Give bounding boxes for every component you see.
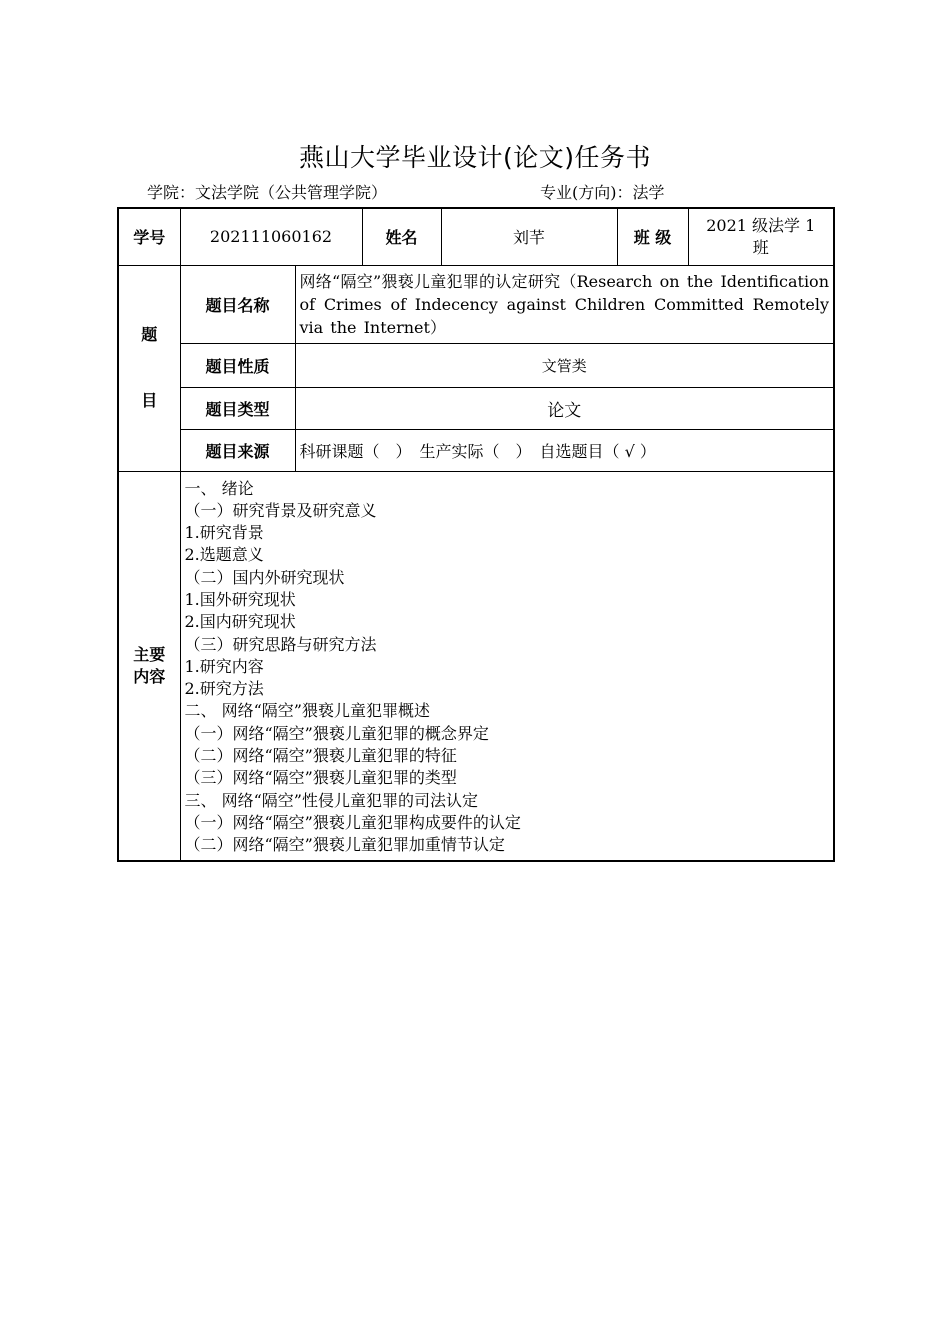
class-label: 班 级 xyxy=(617,208,688,265)
topic-name-label: 题目名称 xyxy=(180,265,295,343)
content-line: 2.选题意义 xyxy=(184,545,264,565)
content-line: 一、 绪论 xyxy=(184,478,254,498)
content-line: （二）国内外研究现状 xyxy=(184,567,345,587)
content-line: （二）网络“隔空”猥亵儿童犯罪加重情节认定 xyxy=(184,835,505,855)
major-field: 专业(方向)：法学 xyxy=(540,183,665,202)
content-line: 1.研究内容 xyxy=(184,656,264,676)
content-line: 2.国内研究现状 xyxy=(184,612,296,632)
content-line: （一）网络“隔空”猥亵儿童犯罪的概念界定 xyxy=(184,723,489,743)
class-value-line-2: 班 xyxy=(752,237,769,257)
topic-type-row xyxy=(118,387,834,429)
content-line: （二）网络“隔空”猥亵儿童犯罪的特征 xyxy=(184,746,457,766)
content-line: （一）研究背景及研究意义 xyxy=(184,500,377,520)
topic-group-label xyxy=(118,265,180,471)
topic-group-label-2: 目 xyxy=(141,391,158,410)
topic-name-row xyxy=(118,265,834,343)
topic-type-label: 题目类型 xyxy=(180,387,295,429)
topic-nature-row xyxy=(118,343,834,387)
content-line: 1.研究背景 xyxy=(184,523,264,543)
main-content-label-1: 主要 xyxy=(133,644,166,664)
student-info-row xyxy=(118,208,834,265)
content-line: 三、 网络“隔空”性侵儿童犯罪的司法认定 xyxy=(184,790,478,810)
name-label: 姓名 xyxy=(362,208,441,265)
task-table xyxy=(117,207,835,862)
main-content-label-2: 内容 xyxy=(133,666,166,686)
topic-nature-label: 题目性质 xyxy=(180,343,295,387)
main-content-label xyxy=(118,471,180,861)
page-title: 燕山大学毕业设计(论文)任务书 xyxy=(298,143,651,172)
topic-nature-value: 文管类 xyxy=(295,343,834,387)
topic-type-value: 论文 xyxy=(295,387,834,429)
topic-name-value: 网络“隔空”猥亵儿童犯罪的认定研究（Research on the Identification of Crimes of Indecency against Children Committed Remotely via the Internet） xyxy=(295,265,834,343)
topic-source-row xyxy=(118,429,834,471)
content-line: （三）网络“隔空”猥亵儿童犯罪的类型 xyxy=(184,768,457,788)
class-value-line-1: 2021 级法学 1 xyxy=(706,215,816,235)
topic-group-label-1: 题 xyxy=(141,325,158,344)
content-line: 2.研究方法 xyxy=(184,679,264,699)
content-line: （三）研究思路与研究方法 xyxy=(184,634,377,654)
class-value xyxy=(688,208,834,265)
topic-source-label: 题目来源 xyxy=(180,429,295,471)
content-line: 1.国外研究现状 xyxy=(184,589,296,609)
student-id-label: 学号 xyxy=(118,208,180,265)
name-value: 刘芊 xyxy=(441,208,617,265)
student-id-value: 202111060162 xyxy=(180,208,362,265)
content-line: （一）网络“隔空”猥亵儿童犯罪构成要件的认定 xyxy=(184,812,521,832)
college-field: 学院：文法学院（公共管理学院） xyxy=(147,183,388,202)
main-content-body xyxy=(180,471,834,861)
content-line: 二、 网络“隔空”猥亵儿童犯罪概述 xyxy=(184,701,430,721)
main-content-row xyxy=(118,471,834,861)
topic-source-value: 科研课题（ ） 生产实际（ ） 自选题目（ √ ） xyxy=(295,429,834,471)
